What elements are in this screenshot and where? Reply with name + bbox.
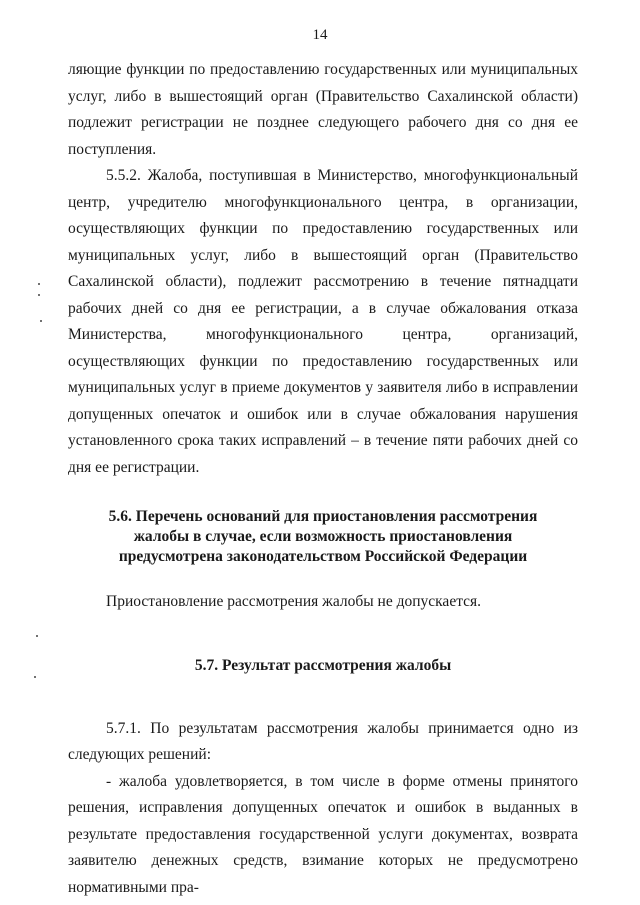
paragraph-continuation: ляющие функции по предоставлению государственных или муниципальных услуг, либо в вышестоящий орган (Правительство Сахалинской области) подлежит регистрации не позднее следующего рабочего дня со дня ее поступления. (68, 61, 578, 158)
paragraph-5-5-2: 5.5.2. Жалоба, поступившая в Министерство, многофункциональный центр, учредителю многофункционального центра, в организации, осуществляющих функции по предоставлению государственных или муниципальных услуг, либо в вышестоящий орган (Правительство Сахалинской области), подлежит рассмотрению в течение пятнадцати рабочих дней со дня ее регистрации, а в случае обжалования отказа Министерства, многофункционального центра, организаций, осуществляющих функции по предоставлению государственных или муниципальных услуг в приеме документов у заявителя либо в исправлении допущенных опечаток и ошибок или в случае обжалования нарушения установленного срока таких исправлений – в течение пяти рабочих дней со дня ее регистрации. (68, 167, 578, 476)
scan-speck (38, 283, 40, 285)
section-5-6-heading (68, 507, 578, 567)
scan-speck (38, 294, 40, 296)
scan-speck (36, 635, 38, 637)
heading-line: жалобы в случае, если возможность приостановления (133, 528, 513, 545)
section-5-7-heading: 5.7. Результат рассмотрения жалобы (194, 656, 452, 674)
heading-line: 5.6. Перечень оснований для приостановления рассмотрения (108, 508, 538, 525)
paragraph-decision-1: - жалоба удовлетворяется, в том числе в форме отмены принятого решения, исправления допущенных опечаток и ошибок в выданных в результате предоставления государственной услуги документах, возврата заявителю денежных средств, взимание которых не предусмотрено нормативными пра- (68, 772, 578, 896)
page-number: 14 (312, 27, 328, 43)
document-body (68, 57, 578, 901)
paragraph-5-7-1: 5.7.1. По результатам рассмотрения жалобы принимается одно из следующих решений: (68, 719, 578, 763)
scan-speck (40, 320, 42, 322)
section-5-6-text: Приостановление рассмотрения жалобы не допускается. (106, 593, 482, 610)
heading-line: предусмотрена законодательством Российской Федерации (118, 548, 528, 565)
scan-speck (34, 676, 36, 678)
